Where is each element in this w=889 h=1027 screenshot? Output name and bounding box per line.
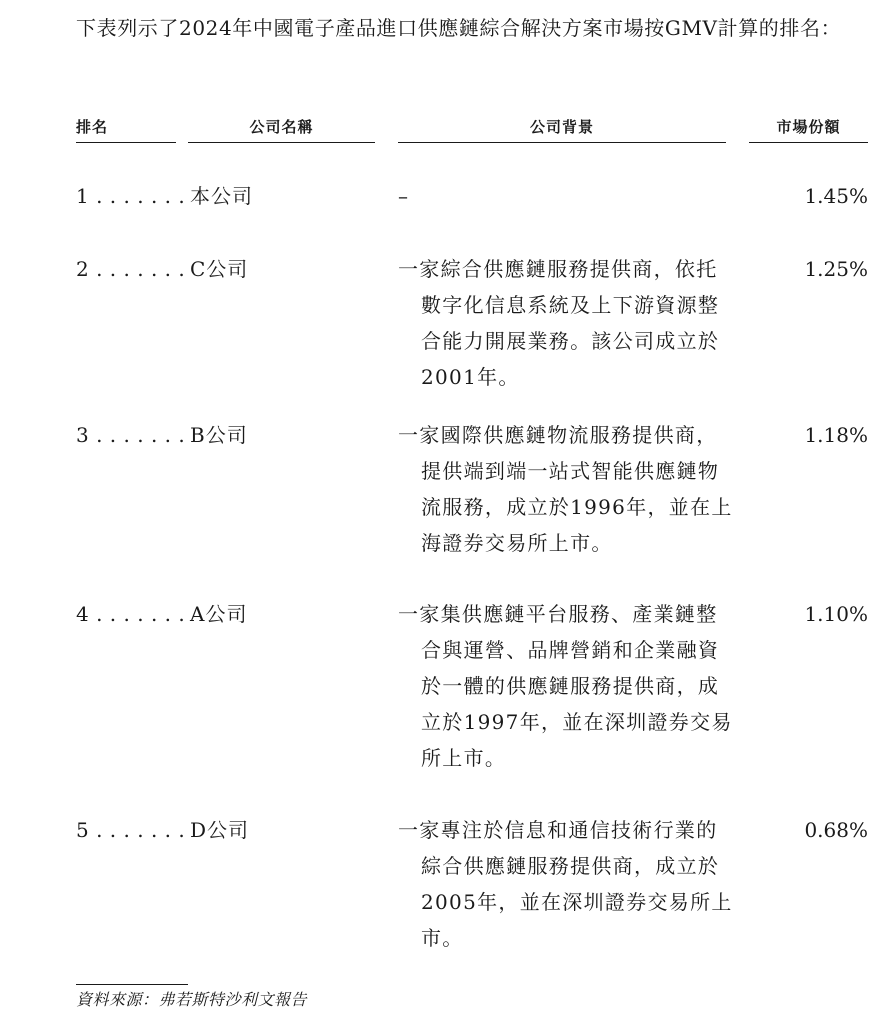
header-company-background: 公司背景 bbox=[398, 116, 726, 143]
footnote-divider bbox=[76, 984, 188, 985]
intro-paragraph: 下表列示了2024年中國電子產品進口供應鏈綜合解決方案市場按GMV計算的排名： bbox=[76, 16, 842, 40]
row-company-name: D公司 bbox=[190, 818, 250, 842]
row-market-share: 1.45% bbox=[804, 184, 868, 208]
header-company-name: 公司名稱 bbox=[188, 116, 375, 143]
row-company-name: C公司 bbox=[190, 257, 249, 281]
row-market-share: 1.18% bbox=[804, 423, 868, 447]
row-company-background: 一家國際供應鏈物流服務提供商，提供端到端一站式智能供應鏈物流服務，成立於1996年，並在上海證券交易所上市。 bbox=[398, 423, 733, 555]
row-company-name: 本公司 bbox=[190, 184, 253, 208]
row-company-name: B公司 bbox=[190, 423, 248, 447]
row-company-background: – bbox=[398, 184, 410, 208]
row-market-share: 1.25% bbox=[804, 257, 868, 281]
row-company-name: A公司 bbox=[190, 602, 248, 626]
source-note: 資料來源：弗若斯特沙利文報告 bbox=[76, 990, 308, 1009]
row-rank: 5 . . . . . . . bbox=[76, 818, 186, 842]
header-rank: 排名 bbox=[76, 116, 176, 143]
row-company-background: 一家專注於信息和通信技術行業的綜合供應鏈服務提供商，成立於2005年，並在深圳證券交易所上市。 bbox=[398, 818, 733, 950]
row-rank: 1 . . . . . . . bbox=[76, 184, 186, 208]
row-rank: 4 . . . . . . . bbox=[76, 602, 186, 626]
row-company-background: 一家綜合供應鏈服務提供商，依托數字化信息系統及上下游資源整合能力開展業務。該公司成立於2001年。 bbox=[398, 257, 720, 389]
row-company-background: 一家集供應鏈平台服務、產業鏈整合與運營、品牌營銷和企業融資於一體的供應鏈服務提供商，成立於1997年，並在深圳證券交易所上市。 bbox=[398, 602, 733, 770]
header-market-share: 市場份額 bbox=[749, 116, 868, 143]
row-rank: 3 . . . . . . . bbox=[76, 423, 186, 447]
row-market-share: 1.10% bbox=[804, 602, 868, 626]
row-market-share: 0.68% bbox=[804, 818, 868, 842]
row-rank: 2 . . . . . . . bbox=[76, 257, 186, 281]
